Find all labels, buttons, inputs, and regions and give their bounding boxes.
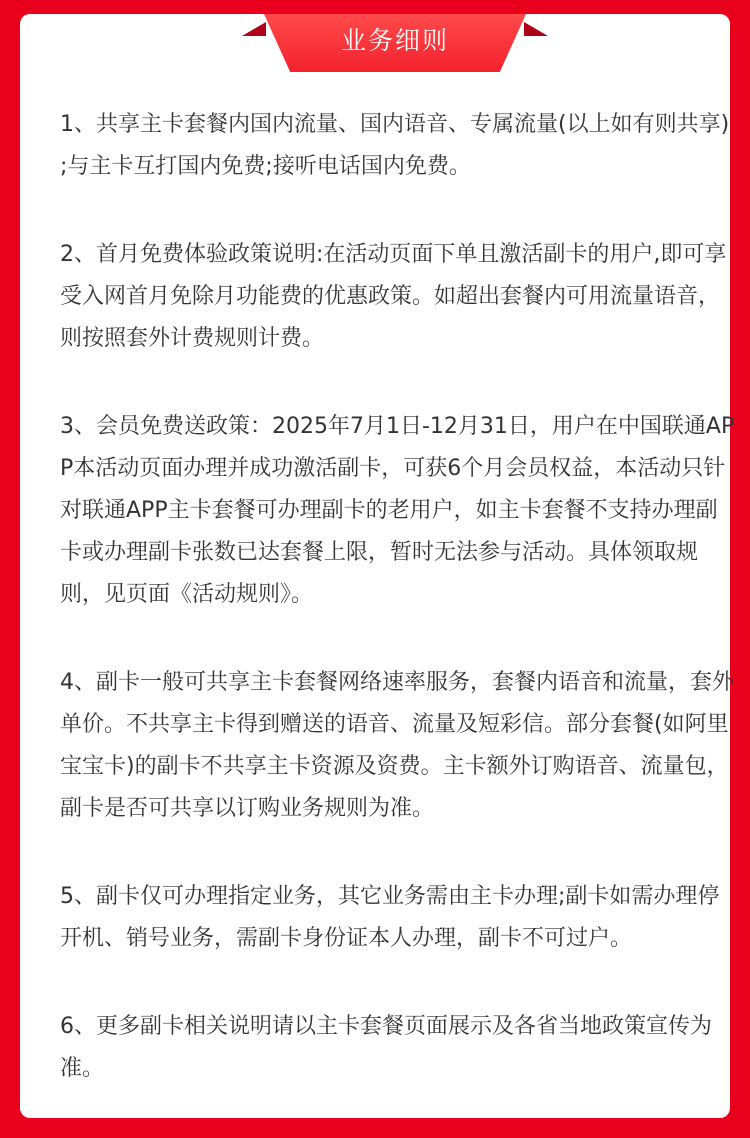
- title-ribbon-right: [524, 22, 548, 36]
- rules-card: [20, 14, 735, 1118]
- title-ribbon-left: [242, 22, 266, 36]
- rule-item-3: 3、会员免费送政策：2025年7月1日-12月31日，用户在中国联通APP本活动页面办理并成功激活副卡，可获6个月会员权益，本活动只针对联通APP主卡套餐可办理副卡的老用户，如主卡套餐不支持办理副卡或办理副卡张数已达套餐上限，暂时无法参与活动。具体领取规则，见页面《活动规则》。: [60, 414, 735, 607]
- rule-item-4: 4、副卡一般可共享主卡套餐网络速率服务，套餐内语音和流量，套外单价。不共享主卡得到赠送的语音、流量及短彩信。部分套餐(如阿里宝宝卡)的副卡不共享主卡资源及资费。主卡额外订购语音、流量包，副卡是否可共享以订购业务规则为准。: [60, 670, 734, 821]
- page-title: 业务细则: [340, 26, 449, 55]
- rule-item-2: 2、首月免费体验政策说明:在活动页面下单且激活副卡的用户,即可享受入网首月免除月功能费的优惠政策。如超出套餐内可用流量语音，则按照套外计费规则计费。: [60, 242, 727, 351]
- rule-item-5: 5、副卡仅可办理指定业务，其它业务需由主卡办理;副卡如需办理停开机、销号业务，需副卡身份证本人办理，副卡不可过户。: [60, 884, 720, 951]
- rule-item-1: 1、共享主卡套餐内国内流量、国内语音、专属流量(以上如有则共享) ;与主卡互打国内免费;接听电话国内免费。: [60, 112, 730, 179]
- title-banner: [242, 14, 548, 72]
- rule-item-6: 6、更多副卡相关说明请以主卡套餐页面展示及各省当地政策宣传为准。: [60, 1014, 712, 1081]
- rules-list: [60, 104, 736, 1136]
